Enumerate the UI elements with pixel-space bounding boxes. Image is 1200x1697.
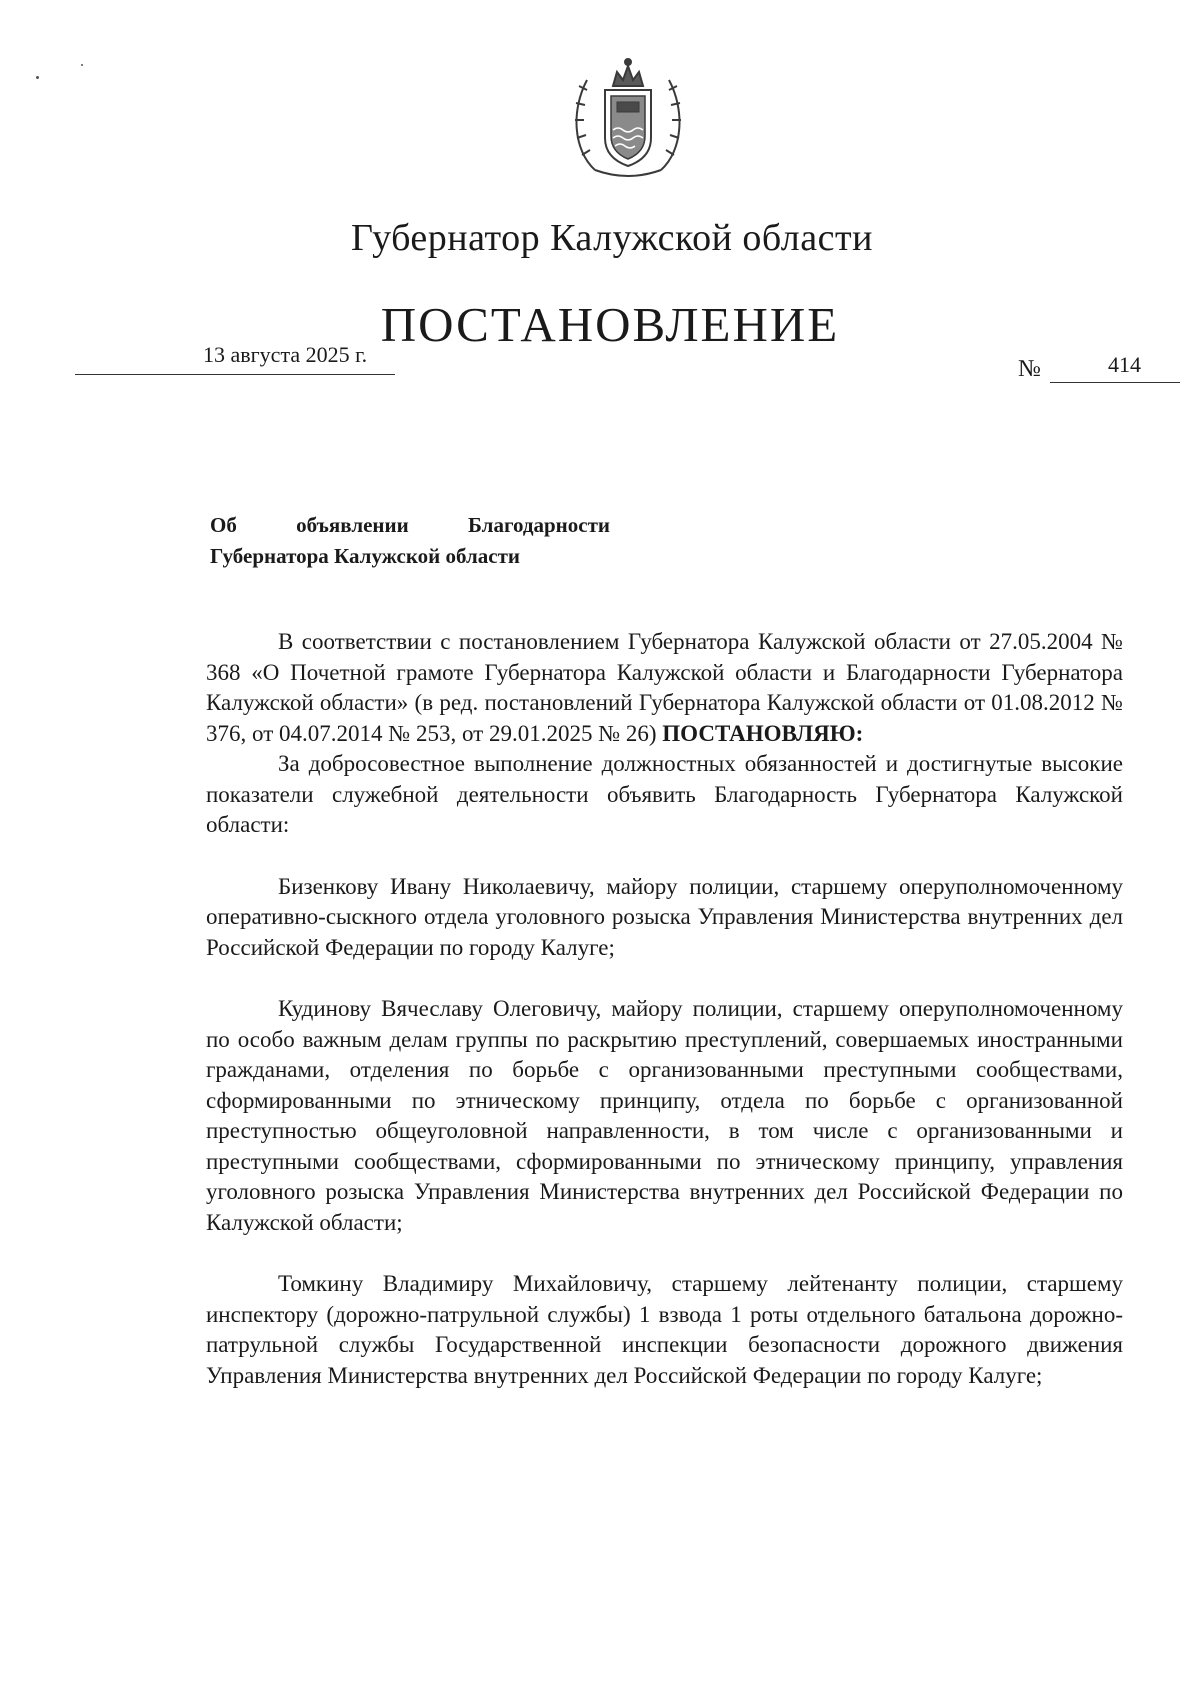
number-underline [1050, 382, 1180, 383]
document-subject [210, 510, 610, 572]
subject-line-2: Губернатора Калужской области [210, 544, 521, 568]
scan-speck [81, 64, 83, 66]
document-date: 13 августа 2025 г. [203, 342, 368, 367]
preamble-text: В соответствии с постановлением Губернатора Калужской области от 27.05.2004 № 368 «О Почетной грамоте Губернатора Калужской области и Благодарности Губернатора Калужской области» (в ред. постановлений Губернатора Калужской области от 01.08.2012 № 376, от 04.07.2014 № 253, от 29.01.2025 № 26) [206, 629, 1123, 746]
awardee-paragraph: Кудинову Вячеславу Олеговичу, майору полиции, старшему оперуполномоченному по особо важным делам группы по раскрытию преступлений, совершаемых иностранными гражданами, отделения по борьбе с организованными преступными сообществами, сформированными по этническому принципу, отдела по борьбе с организованной преступностью общеуголовной направленности, в том числе с организованными и преступными сообществами, сформированными по этническому принципу, управления уголовного розыска Управления Министерства внутренних дел Российской Федерации по Калужской области; [206, 996, 1123, 1235]
issuer-title: Губернатор Калужской области [351, 217, 873, 259]
subject-line-1: Об объявлении Благодарности [210, 513, 610, 537]
scan-speck [36, 76, 39, 79]
awardee-paragraph: Бизенкову Ивану Николаевичу, майору полиции, старшему оперуполномоченному оперативно-сыскного отдела уголовного розыска Управления Министерства внутренних дел Российской Федерации по городу Калуге; [206, 873, 1123, 960]
intro-paragraph: За добросовестное выполнение должностных обязанностей и достигнутые высокие показатели служебной деятельности объявить Благодарность Губернатора Калужской области: [206, 751, 1123, 837]
coat-of-arms-icon [565, 50, 691, 188]
preamble-paragraph [206, 627, 1123, 749]
document-type-heading: ПОСТАНОВЛЕНИЕ [380, 297, 840, 352]
date-underline [75, 374, 395, 375]
document-number: 414 [1108, 352, 1141, 377]
number-label: № [1018, 356, 1041, 382]
decree-word: ПОСТАНОВЛЯЮ: [662, 720, 864, 746]
document-body [206, 627, 1123, 1391]
awardee-paragraph: Томкину Владимиру Михайловичу, старшему лейтенанту полиции, старшему инспектору (дорожно-патрульной службы) 1 взвода 1 роты отдельного батальона дорожно-патрульной службы Государственной инспекции безопасности дорожного движения Управления Министерства внутренних дел Российской Федерации по городу Калуге; [206, 1271, 1123, 1388]
